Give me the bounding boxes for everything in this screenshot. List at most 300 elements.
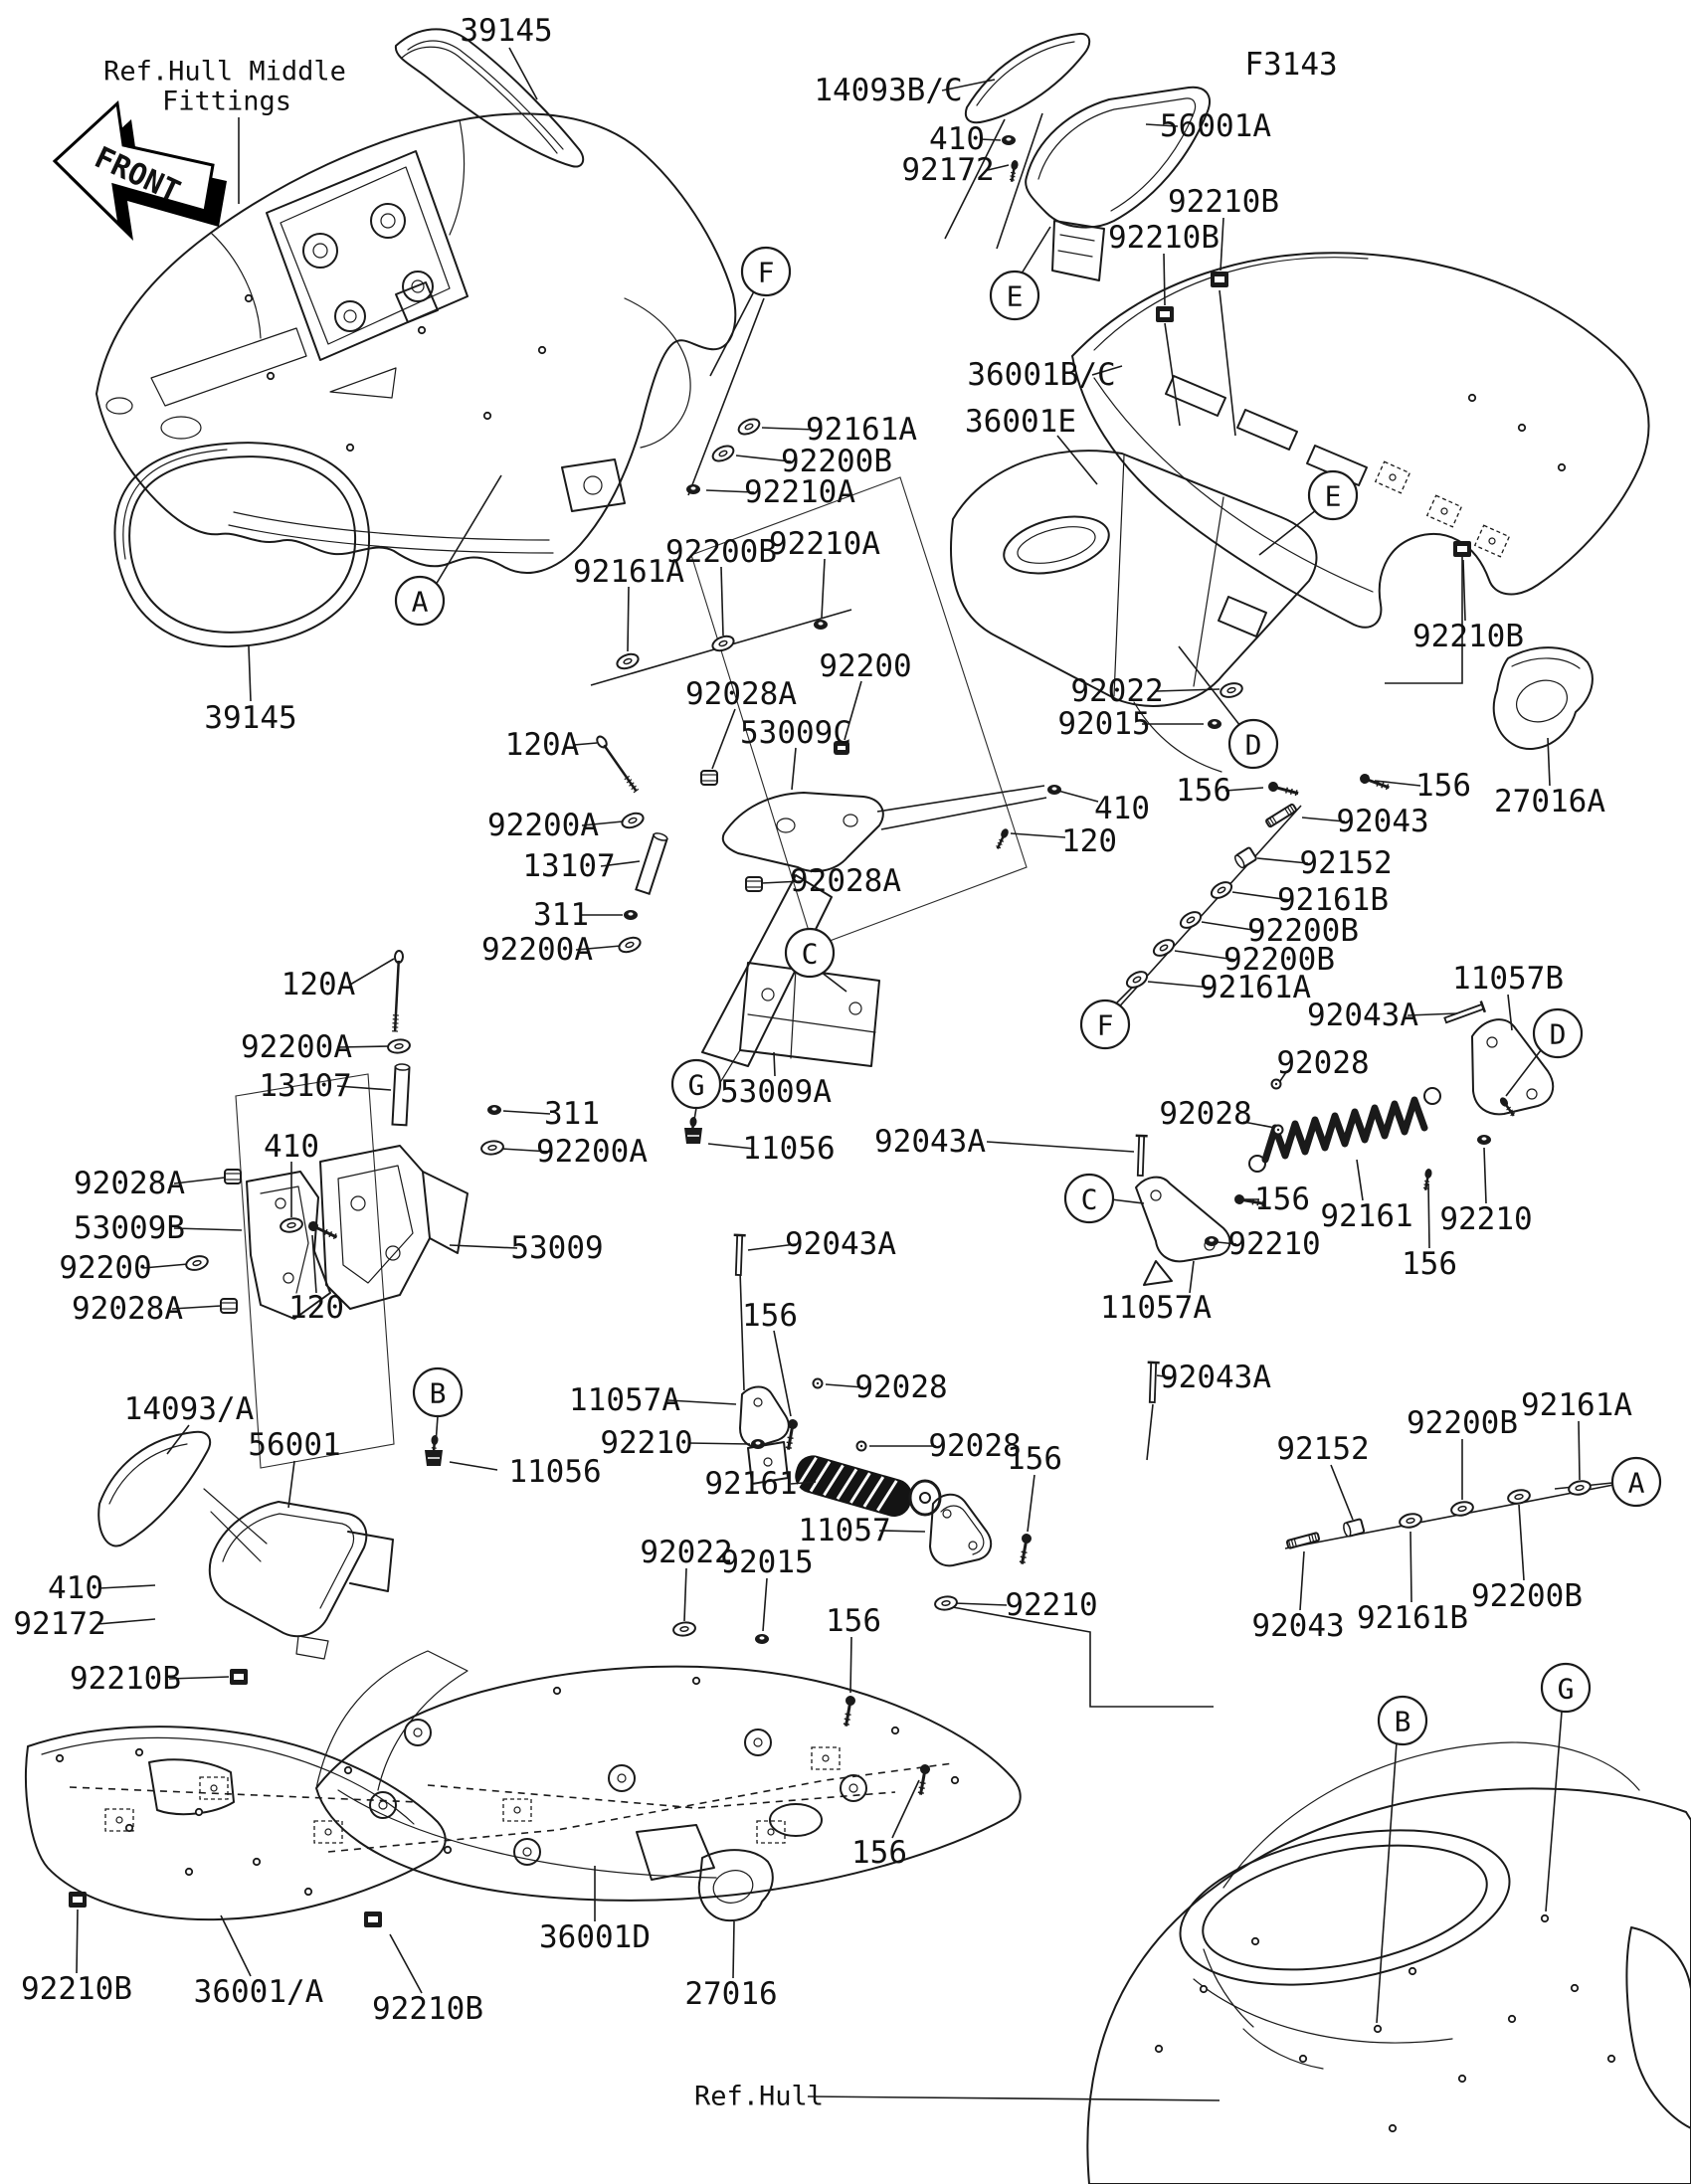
- part-label: 56001A: [1160, 108, 1271, 144]
- part-winglet-14093BC: [966, 34, 1089, 122]
- view-marker-A: [1612, 1458, 1660, 1506]
- part-label: 92043A: [785, 1226, 896, 1262]
- part-label: 92172: [13, 1606, 106, 1642]
- view-marker-D: [1534, 1009, 1582, 1057]
- label-leader: [1410, 1532, 1411, 1602]
- part-label: 120: [288, 1290, 344, 1326]
- part-label: 92161A: [1200, 970, 1311, 1005]
- part-cup-27016A: [1494, 647, 1593, 749]
- part-label: 92028: [1159, 1096, 1252, 1132]
- fastener-washer: [1151, 937, 1177, 959]
- fastener-dot: [484, 413, 490, 419]
- label-leader: [1190, 1261, 1194, 1293]
- svg-text:G: G: [687, 1068, 705, 1102]
- part-label: 311: [544, 1096, 600, 1132]
- part-label: 92210B: [21, 1971, 132, 2007]
- part-label: 92161A: [806, 412, 917, 448]
- fastener-washer: [620, 811, 645, 830]
- fastener-clip: [364, 1911, 382, 1927]
- fastener-dot: [1572, 1985, 1578, 1991]
- label-leader: [450, 1462, 497, 1470]
- part-label: 156: [1176, 773, 1231, 809]
- marker-leader: [1377, 1742, 1397, 2023]
- svg-text:F: F: [757, 256, 775, 289]
- marker-leader: [1546, 1712, 1562, 1911]
- front-arrow-label: FRONT: [89, 140, 186, 210]
- svg-text:D: D: [1549, 1017, 1567, 1051]
- hidden-edge-line: [428, 1785, 895, 1808]
- view-marker-E: [1309, 471, 1357, 519]
- label-leader: [450, 1245, 517, 1248]
- label-leader: [628, 587, 629, 651]
- view-marker-D: [1229, 720, 1277, 768]
- part-label: 156: [851, 1835, 907, 1871]
- part-label: 92043: [1251, 1608, 1345, 1644]
- part-label: 92161A: [1521, 1387, 1632, 1423]
- part-label: 156: [826, 1603, 881, 1639]
- part-bracket-53009: [320, 1146, 468, 1309]
- part-label: 53009C: [740, 715, 851, 751]
- label-leader: [509, 48, 537, 99]
- fastener-dot: [186, 1869, 192, 1875]
- part-label: 92152: [1299, 845, 1393, 881]
- fastener-clip: [1156, 306, 1174, 322]
- part-label: 39145: [460, 13, 553, 49]
- view-marker-G: [672, 1060, 720, 1108]
- fastener-screw: [995, 827, 1011, 850]
- part-label: 92161A: [573, 554, 684, 590]
- part-label: 36001/A: [193, 1974, 324, 2010]
- fastener-dot: [1156, 2046, 1162, 2052]
- label-leader: [892, 1780, 919, 1838]
- fastener-washer: [1124, 969, 1150, 991]
- fastener-washer: [185, 1254, 210, 1272]
- svg-text:E: E: [1006, 279, 1024, 313]
- label-leader: [774, 1052, 775, 1076]
- part-label: 92200: [819, 648, 912, 684]
- part-label: 92200A: [536, 1134, 648, 1170]
- part-label: 92210B: [1168, 184, 1279, 220]
- svg-text:F: F: [1096, 1008, 1114, 1042]
- part-label: 156: [742, 1298, 798, 1334]
- svg-text:G: G: [1557, 1672, 1575, 1706]
- fastener-nut: [487, 1105, 501, 1115]
- fastener-nut: [1047, 785, 1061, 795]
- part-label: 410: [264, 1129, 319, 1165]
- label-leader: [1156, 689, 1220, 691]
- svg-text:A: A: [411, 585, 429, 619]
- part-bracket-53009A: [702, 875, 879, 1089]
- label-leader: [1028, 1475, 1034, 1532]
- part-label: 92210B: [70, 1661, 181, 1697]
- part-label: 92210B: [1108, 220, 1220, 256]
- connector-line: [1285, 1485, 1613, 1548]
- fastener-bolt: [842, 1695, 856, 1727]
- fastener-dot: [196, 1809, 202, 1815]
- part-label: 120: [1061, 823, 1117, 859]
- fastener-grom: [221, 1299, 237, 1313]
- part-label: 92200B: [1223, 942, 1335, 978]
- label-leader: [390, 1934, 422, 1993]
- fastener-ball: [1274, 1126, 1283, 1135]
- fastener-pad: [425, 1450, 443, 1466]
- fastener-nut: [686, 484, 700, 494]
- part-label: 27016: [684, 1976, 778, 2012]
- fastener-dot: [254, 1859, 260, 1865]
- part-label: 11057B: [1452, 961, 1564, 997]
- fastener-dot: [952, 1777, 958, 1783]
- svg-text:B: B: [429, 1376, 447, 1410]
- svg-text:A: A: [1627, 1466, 1645, 1500]
- fastener-nut: [1208, 719, 1221, 729]
- fastener-washer: [1220, 681, 1244, 699]
- fastener-pad: [684, 1128, 702, 1144]
- label-leader: [1579, 1421, 1580, 1480]
- label-leader: [1463, 560, 1465, 621]
- part-label: 120A: [281, 967, 356, 1002]
- view-marker-F: [742, 248, 790, 295]
- fastener-washer: [736, 416, 761, 437]
- fastener-dot: [1201, 1986, 1207, 1992]
- part-label: 36001B/C: [967, 357, 1116, 393]
- label-leader: [822, 559, 825, 618]
- view-marker-E: [991, 272, 1038, 319]
- label-leader: [167, 1425, 189, 1454]
- part-label: 156: [1402, 1246, 1457, 1282]
- connector-line: [1165, 323, 1180, 426]
- part-seal-ring-39145: [114, 443, 369, 646]
- label-leader: [1054, 790, 1098, 802]
- part-label: 92200B: [781, 444, 892, 479]
- part-label: 92200A: [487, 808, 599, 843]
- label-leader: [1164, 254, 1165, 305]
- view-marker-G: [1542, 1664, 1590, 1712]
- fastener-dot: [693, 1678, 699, 1684]
- connector-line: [881, 798, 1046, 829]
- part-label: 27016A: [1494, 784, 1605, 819]
- fastener-clip: [230, 1669, 248, 1685]
- fastener-washer: [1507, 1488, 1531, 1505]
- part-rear-hull: [1087, 1742, 1691, 2184]
- fastener-dot: [126, 1825, 132, 1831]
- label-leader: [850, 1637, 851, 1693]
- part-label: 92200B: [1247, 913, 1359, 949]
- fastener-dashrect: [503, 1799, 531, 1821]
- fastener-washer: [1450, 1500, 1474, 1517]
- fastener-dot: [345, 1767, 351, 1773]
- fastener-washer: [615, 651, 640, 671]
- fastener-dot: [554, 1688, 560, 1694]
- connector-line: [688, 298, 764, 495]
- fastener-dot: [1469, 395, 1475, 401]
- part-label: 92210: [1005, 1587, 1098, 1623]
- part-label: 92043A: [1160, 1360, 1271, 1395]
- label-leader: [774, 1331, 791, 1416]
- fastener-washer: [710, 443, 735, 463]
- fastener-screw: [1422, 1168, 1433, 1190]
- fastener-dot: [892, 1728, 898, 1733]
- label-leader: [808, 2096, 1220, 2100]
- part-label: 92028A: [685, 676, 797, 712]
- fastener-dashrect: [812, 1747, 840, 1769]
- label-leader: [1057, 436, 1097, 484]
- part-label: 156: [1254, 1182, 1310, 1217]
- fastener-nut: [814, 620, 828, 630]
- part-winglet-14093A: [98, 1432, 267, 1561]
- fastener-nut: [755, 1634, 769, 1644]
- fastener-nut: [1477, 1135, 1491, 1145]
- part-label: 53009B: [74, 1210, 185, 1246]
- fastener-dot: [347, 445, 353, 451]
- label-leader: [688, 1443, 750, 1444]
- fastener-washer: [672, 1621, 696, 1637]
- fastener-washer: [617, 935, 642, 955]
- label-leader: [1428, 1183, 1429, 1248]
- fastener-ball: [814, 1379, 823, 1388]
- fastener-bolt: [1267, 781, 1300, 799]
- part-label: 92022: [1070, 673, 1164, 709]
- fastener-clip: [69, 1892, 87, 1908]
- fastener-tube: [392, 1064, 409, 1126]
- part-cover-36001A: [26, 1727, 446, 1919]
- fastener-dashrect: [200, 1777, 228, 1799]
- label-leader: [1331, 1465, 1353, 1520]
- label-leader: [97, 1619, 155, 1624]
- label-leader: [987, 1142, 1134, 1152]
- part-label: 53009A: [720, 1074, 832, 1110]
- fastener-grom: [225, 1170, 241, 1183]
- label-leader: [792, 748, 796, 790]
- view-marker-F: [1081, 1001, 1129, 1048]
- connector-line: [877, 786, 1044, 812]
- view-marker-C: [1065, 1175, 1113, 1222]
- part-label: 92210: [1227, 1226, 1321, 1262]
- fastener-washer: [1399, 1512, 1422, 1529]
- fastener-dot: [539, 347, 545, 353]
- view-marker-C: [786, 929, 834, 977]
- fastener-nut: [624, 910, 638, 920]
- part-label: 36001E: [965, 404, 1076, 440]
- figure-code: F3143: [1244, 47, 1338, 83]
- marker-leader: [1259, 510, 1316, 555]
- fastener-dot: [1509, 2016, 1515, 2022]
- part-label: 156: [1007, 1441, 1062, 1477]
- fastener-dot: [246, 295, 252, 301]
- fastener-washer: [387, 1038, 411, 1054]
- part-label: 92028: [854, 1369, 948, 1405]
- fastener-pin: [732, 1235, 745, 1275]
- part-label: 92200B: [1407, 1405, 1518, 1441]
- part-label: 92028A: [72, 1291, 183, 1327]
- fastener-pin: [1134, 1136, 1147, 1176]
- labels-layer: [13, 13, 1632, 2112]
- part-label: 53009: [510, 1230, 604, 1266]
- part-label: 92028A: [790, 863, 901, 899]
- label-leader: [1011, 833, 1065, 837]
- part-label: 36001D: [539, 1919, 651, 1955]
- part-label: 92200: [59, 1250, 152, 1286]
- fastener-stud: [1287, 1533, 1320, 1548]
- label-leader: [288, 1461, 294, 1508]
- part-label: 410: [929, 121, 985, 157]
- label-leader: [221, 1915, 251, 1976]
- part-label: 92015: [1057, 706, 1151, 742]
- fastener-screw: [1009, 159, 1020, 182]
- label-leader: [99, 1585, 155, 1588]
- deck-lug: [562, 459, 625, 511]
- part-label: 92210A: [769, 526, 880, 562]
- fastener-dot: [305, 1889, 311, 1895]
- part-label: 14093B/C: [814, 73, 963, 108]
- part-bracket-11057A-right: [1136, 1178, 1229, 1285]
- part-label: 410: [48, 1570, 103, 1606]
- fastener-dashrect: [1427, 495, 1462, 526]
- label-leader: [1484, 1148, 1486, 1203]
- part-cup-27016: [699, 1850, 773, 1920]
- fastener-dot: [268, 373, 274, 379]
- part-label: 92161: [1320, 1198, 1413, 1234]
- fastener-washer: [1178, 909, 1204, 931]
- label-leader: [712, 709, 735, 769]
- fastener-grom: [701, 771, 717, 785]
- fastener-dot: [1608, 2056, 1614, 2062]
- fastener-washer: [1568, 1479, 1592, 1496]
- part-label: Ref.Hull: [693, 2081, 825, 2112]
- label-leader: [77, 1910, 78, 1973]
- svg-text:B: B: [1394, 1705, 1411, 1738]
- fastener-dashrect: [1376, 461, 1410, 492]
- marker-leader: [436, 475, 501, 585]
- view-marker-B: [414, 1368, 462, 1416]
- part-label: 92022: [640, 1535, 733, 1570]
- part-seal-strip-39145: [396, 29, 583, 166]
- part-label: 92043: [1336, 804, 1429, 839]
- part-label: 92161: [704, 1466, 798, 1502]
- svg-text:C: C: [1080, 1183, 1098, 1216]
- label-leader: [1300, 1551, 1304, 1610]
- svg-text:E: E: [1324, 479, 1342, 513]
- label-leader: [249, 646, 251, 701]
- fastener-clip: [1453, 541, 1471, 557]
- fastener-boltlong: [391, 951, 403, 1031]
- part-label: 92172: [901, 152, 995, 188]
- label-leader: [954, 1603, 1007, 1605]
- fastener-washer: [934, 1595, 958, 1611]
- part-label: 92161B: [1357, 1600, 1468, 1636]
- fastener-dot: [1542, 1915, 1548, 1921]
- part-label: 92028: [928, 1428, 1022, 1464]
- fastener-nut: [1205, 1236, 1219, 1246]
- fastener-dashrect: [1475, 525, 1510, 556]
- fastener-washer: [480, 1140, 504, 1156]
- part-label: 92200B: [1471, 1578, 1583, 1614]
- fastener-nut: [751, 1439, 765, 1449]
- part-label: 92210A: [744, 474, 855, 510]
- connector-line: [997, 113, 1042, 249]
- fastener-grom: [746, 877, 762, 891]
- part-label: 11057: [798, 1513, 891, 1548]
- fastener-dot: [136, 1749, 142, 1755]
- fastener-dot: [1459, 2076, 1465, 2082]
- fastener-boltlong: [595, 735, 639, 794]
- part-label: 92161B: [1277, 882, 1389, 918]
- marker-leader: [710, 291, 754, 376]
- part-label: 92210B: [372, 1991, 483, 2027]
- fastener-dot: [419, 327, 425, 333]
- part-spring-92161-bottom: [791, 1451, 940, 1521]
- fastener-pin: [1146, 1363, 1159, 1402]
- part-label: 311: [533, 897, 589, 933]
- label-leader: [503, 1111, 550, 1114]
- view-marker-B: [1379, 1697, 1426, 1744]
- part-label: 11057A: [1100, 1290, 1212, 1326]
- part-bracket-53009C: [723, 793, 883, 871]
- fastener-tube: [636, 831, 667, 893]
- part-label: 13107: [259, 1068, 352, 1104]
- connector-line: [1220, 290, 1235, 436]
- label-leader: [684, 1568, 686, 1621]
- view-marker-A: [396, 577, 444, 625]
- part-label: 13107: [522, 848, 616, 884]
- fastener-bushing: [1233, 847, 1257, 869]
- label-leader: [763, 1578, 767, 1631]
- label-leader: [1519, 1505, 1524, 1580]
- label-leader: [1221, 218, 1223, 271]
- part-label: 92210B: [1412, 619, 1524, 654]
- part-label: 92200A: [241, 1029, 352, 1065]
- part-label: 410: [1094, 791, 1150, 826]
- part-label: 92210: [600, 1425, 693, 1461]
- part-label: 92015: [720, 1545, 814, 1580]
- label-leader: [1508, 995, 1512, 1030]
- fastener-dot: [1375, 2026, 1381, 2032]
- svg-text:D: D: [1244, 728, 1262, 762]
- label-leader: [721, 567, 723, 636]
- marker-leader: [1022, 227, 1050, 273]
- fastener-dot: [1409, 1968, 1415, 1974]
- part-label: 92200B: [665, 534, 777, 570]
- connector-line: [1147, 1404, 1153, 1460]
- fastener-bolt: [1018, 1533, 1033, 1564]
- fastener-dot: [445, 1847, 451, 1853]
- part-label: 120A: [504, 727, 580, 763]
- part-label: 39145: [204, 700, 297, 736]
- front-arrow: [55, 103, 227, 241]
- part-label: Fittings: [161, 86, 292, 117]
- part-label: 92200A: [481, 932, 593, 968]
- part-label: Ref.Hull Middle: [103, 56, 346, 88]
- part-label: 92028: [1276, 1045, 1370, 1081]
- label-leader: [350, 959, 394, 985]
- fastener-dot: [1390, 2125, 1396, 2131]
- part-label: 56001: [248, 1427, 341, 1463]
- part-label: 14093/A: [123, 1391, 255, 1427]
- part-mirror-56001: [210, 1502, 393, 1659]
- part-label: 156: [1415, 768, 1471, 804]
- part-label: 11057A: [569, 1382, 680, 1418]
- fastener-ball: [857, 1442, 866, 1451]
- fastener-dot: [1252, 1938, 1258, 1944]
- fastener-dot: [57, 1755, 63, 1761]
- marker-leader: [1111, 1199, 1144, 1203]
- part-label: 92028A: [74, 1166, 185, 1201]
- fastener-dot: [1519, 425, 1525, 431]
- fastener-washer: [710, 634, 735, 653]
- label-leader: [1357, 1160, 1363, 1200]
- part-label: 92043A: [1307, 998, 1418, 1033]
- fastener-dot: [1300, 2056, 1306, 2062]
- fastener-washer: [280, 1217, 303, 1234]
